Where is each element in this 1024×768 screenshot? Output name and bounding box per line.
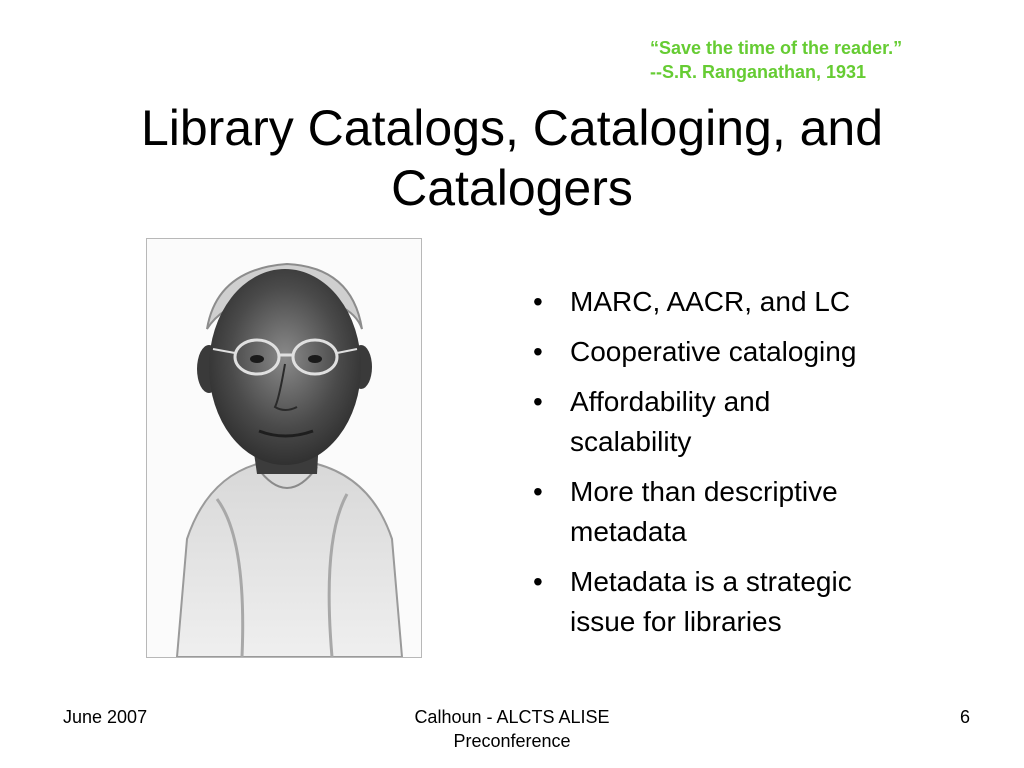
quote-attribution: --S.R. Ranganathan, 1931 xyxy=(650,62,867,82)
bullet-text-line-2: issue for libraries xyxy=(570,606,782,637)
bullet-marker: • xyxy=(533,286,543,317)
bullet-text: MARC, AACR, and LC xyxy=(570,286,851,317)
footer-center-line-2: Preconference xyxy=(453,731,571,751)
bullet-item xyxy=(533,472,1003,552)
epigraph-quote xyxy=(650,36,1010,84)
bullet-text-line-2: metadata xyxy=(570,516,687,547)
footer-presentation-info xyxy=(362,705,662,753)
slide-title-line-2: Catalogers xyxy=(391,160,633,216)
bullet-item xyxy=(533,282,1003,322)
bullet-marker: • xyxy=(533,566,543,597)
bullet-text-line-1: Affordability and xyxy=(570,386,771,417)
footer-date: June 2007 xyxy=(63,707,148,727)
portrait-illustration xyxy=(147,239,421,657)
bullet-text-line-1: More than descriptive xyxy=(570,476,838,507)
slide-title xyxy=(40,98,984,218)
bullet-text-line-1: Metadata is a strategic xyxy=(570,566,852,597)
bullet-marker: • xyxy=(533,336,543,367)
bullet-marker: • xyxy=(533,386,543,417)
bullet-text: Cooperative cataloging xyxy=(570,336,857,367)
slide-title-line-1: Library Catalogs, Cataloging, and xyxy=(140,100,884,156)
bullet-item xyxy=(533,332,1003,372)
bullet-list xyxy=(533,282,1003,652)
portrait-photo xyxy=(146,238,422,658)
slide-number: 6 xyxy=(959,707,970,727)
bullet-marker: • xyxy=(533,476,543,507)
bullet-item xyxy=(533,382,1003,462)
bullet-text-line-2: scalability xyxy=(570,426,692,457)
quote-text: “Save the time of the reader.” xyxy=(650,38,903,58)
footer-center-line-1: Calhoun - ALCTS ALISE xyxy=(414,707,610,727)
bullet-item xyxy=(533,562,1003,642)
